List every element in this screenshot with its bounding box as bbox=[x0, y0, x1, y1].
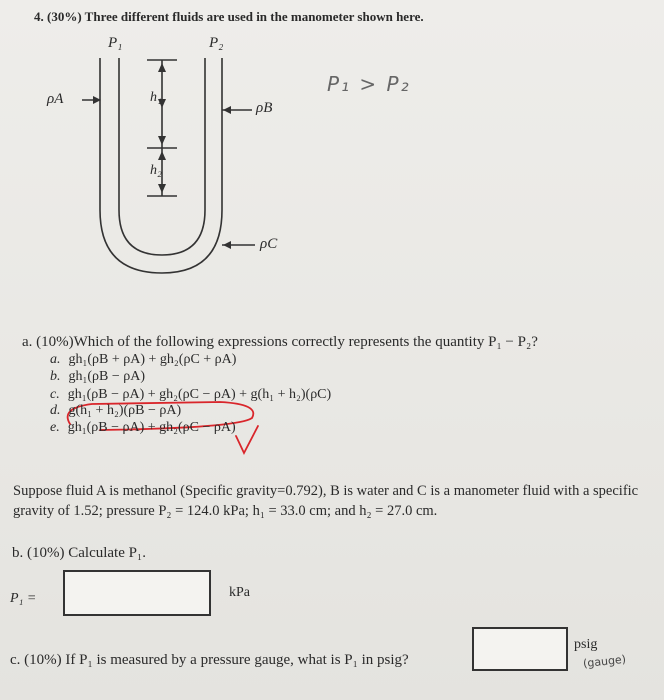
handwritten-gauge-note: (gauge) bbox=[582, 652, 627, 671]
rho-b-label: ρB bbox=[256, 100, 273, 116]
kpa-unit: kPa bbox=[229, 585, 250, 600]
option-letter: b. bbox=[50, 369, 61, 384]
p2-label: P₂ bbox=[209, 35, 224, 51]
option-e[interactable] bbox=[50, 420, 236, 436]
option-d[interactable] bbox=[50, 403, 181, 419]
rho-c-label: ρC bbox=[260, 236, 278, 252]
given-text: Suppose fluid A is methanol (Specific gravity=0.792), B is water and C is a manometer fluid with a specific gravity of 1.52; pressure P₂ = 124.0 kPa; h₁ = 33.0 cm; and h₂ = 27.0 cm. bbox=[13, 483, 639, 519]
question-title: 4. (30%) Three different fluids are used in the manometer shown here. bbox=[34, 9, 424, 24]
psig-unit: psig bbox=[574, 637, 598, 652]
option-expr: gh₁(ρB − ρA) + gh₂(ρC − ρA) bbox=[67, 420, 236, 435]
p1-answer-box[interactable] bbox=[63, 570, 211, 616]
option-letter: c. bbox=[50, 387, 60, 402]
option-expr: gh₁(ρB − ρA) + gh₂(ρC − ρA) + g(h₁ + h₂)(ρC) bbox=[67, 387, 332, 402]
h2-label: h₂ bbox=[150, 163, 162, 178]
option-letter: d. bbox=[50, 403, 61, 418]
p1-answer-label: P₁ = bbox=[10, 591, 37, 606]
rho-a-label: ρA bbox=[47, 91, 64, 107]
part-b-prompt: b. (10%) Calculate P₁. bbox=[12, 545, 146, 561]
option-c[interactable] bbox=[50, 387, 331, 403]
option-expr: gh₁(ρB − ρA) bbox=[68, 369, 146, 384]
option-expr: g(h₁ + h₂)(ρB − ρA) bbox=[68, 403, 182, 418]
part-c-prompt: c. (10%) If P₁ is measured by a pressure gauge, what is P₁ in psig? bbox=[10, 652, 409, 668]
h1-label: h₁ bbox=[150, 90, 162, 105]
part-a-prompt: a. (10%)Which of the following expressions correctly represents the quantity P₁ − P₂? bbox=[22, 334, 538, 350]
psig-answer-box[interactable] bbox=[472, 627, 568, 671]
check-mark bbox=[236, 426, 258, 453]
option-letter: a. bbox=[50, 352, 61, 367]
option-expr: gh₁(ρB + ρA) + gh₂(ρC + ρA) bbox=[68, 352, 237, 367]
p1-label: P₁ bbox=[108, 35, 123, 51]
option-letter: e. bbox=[50, 420, 60, 435]
option-b[interactable] bbox=[50, 369, 145, 385]
option-a[interactable] bbox=[50, 352, 236, 368]
handwritten-relation: P₁ > P₂ bbox=[327, 72, 411, 96]
